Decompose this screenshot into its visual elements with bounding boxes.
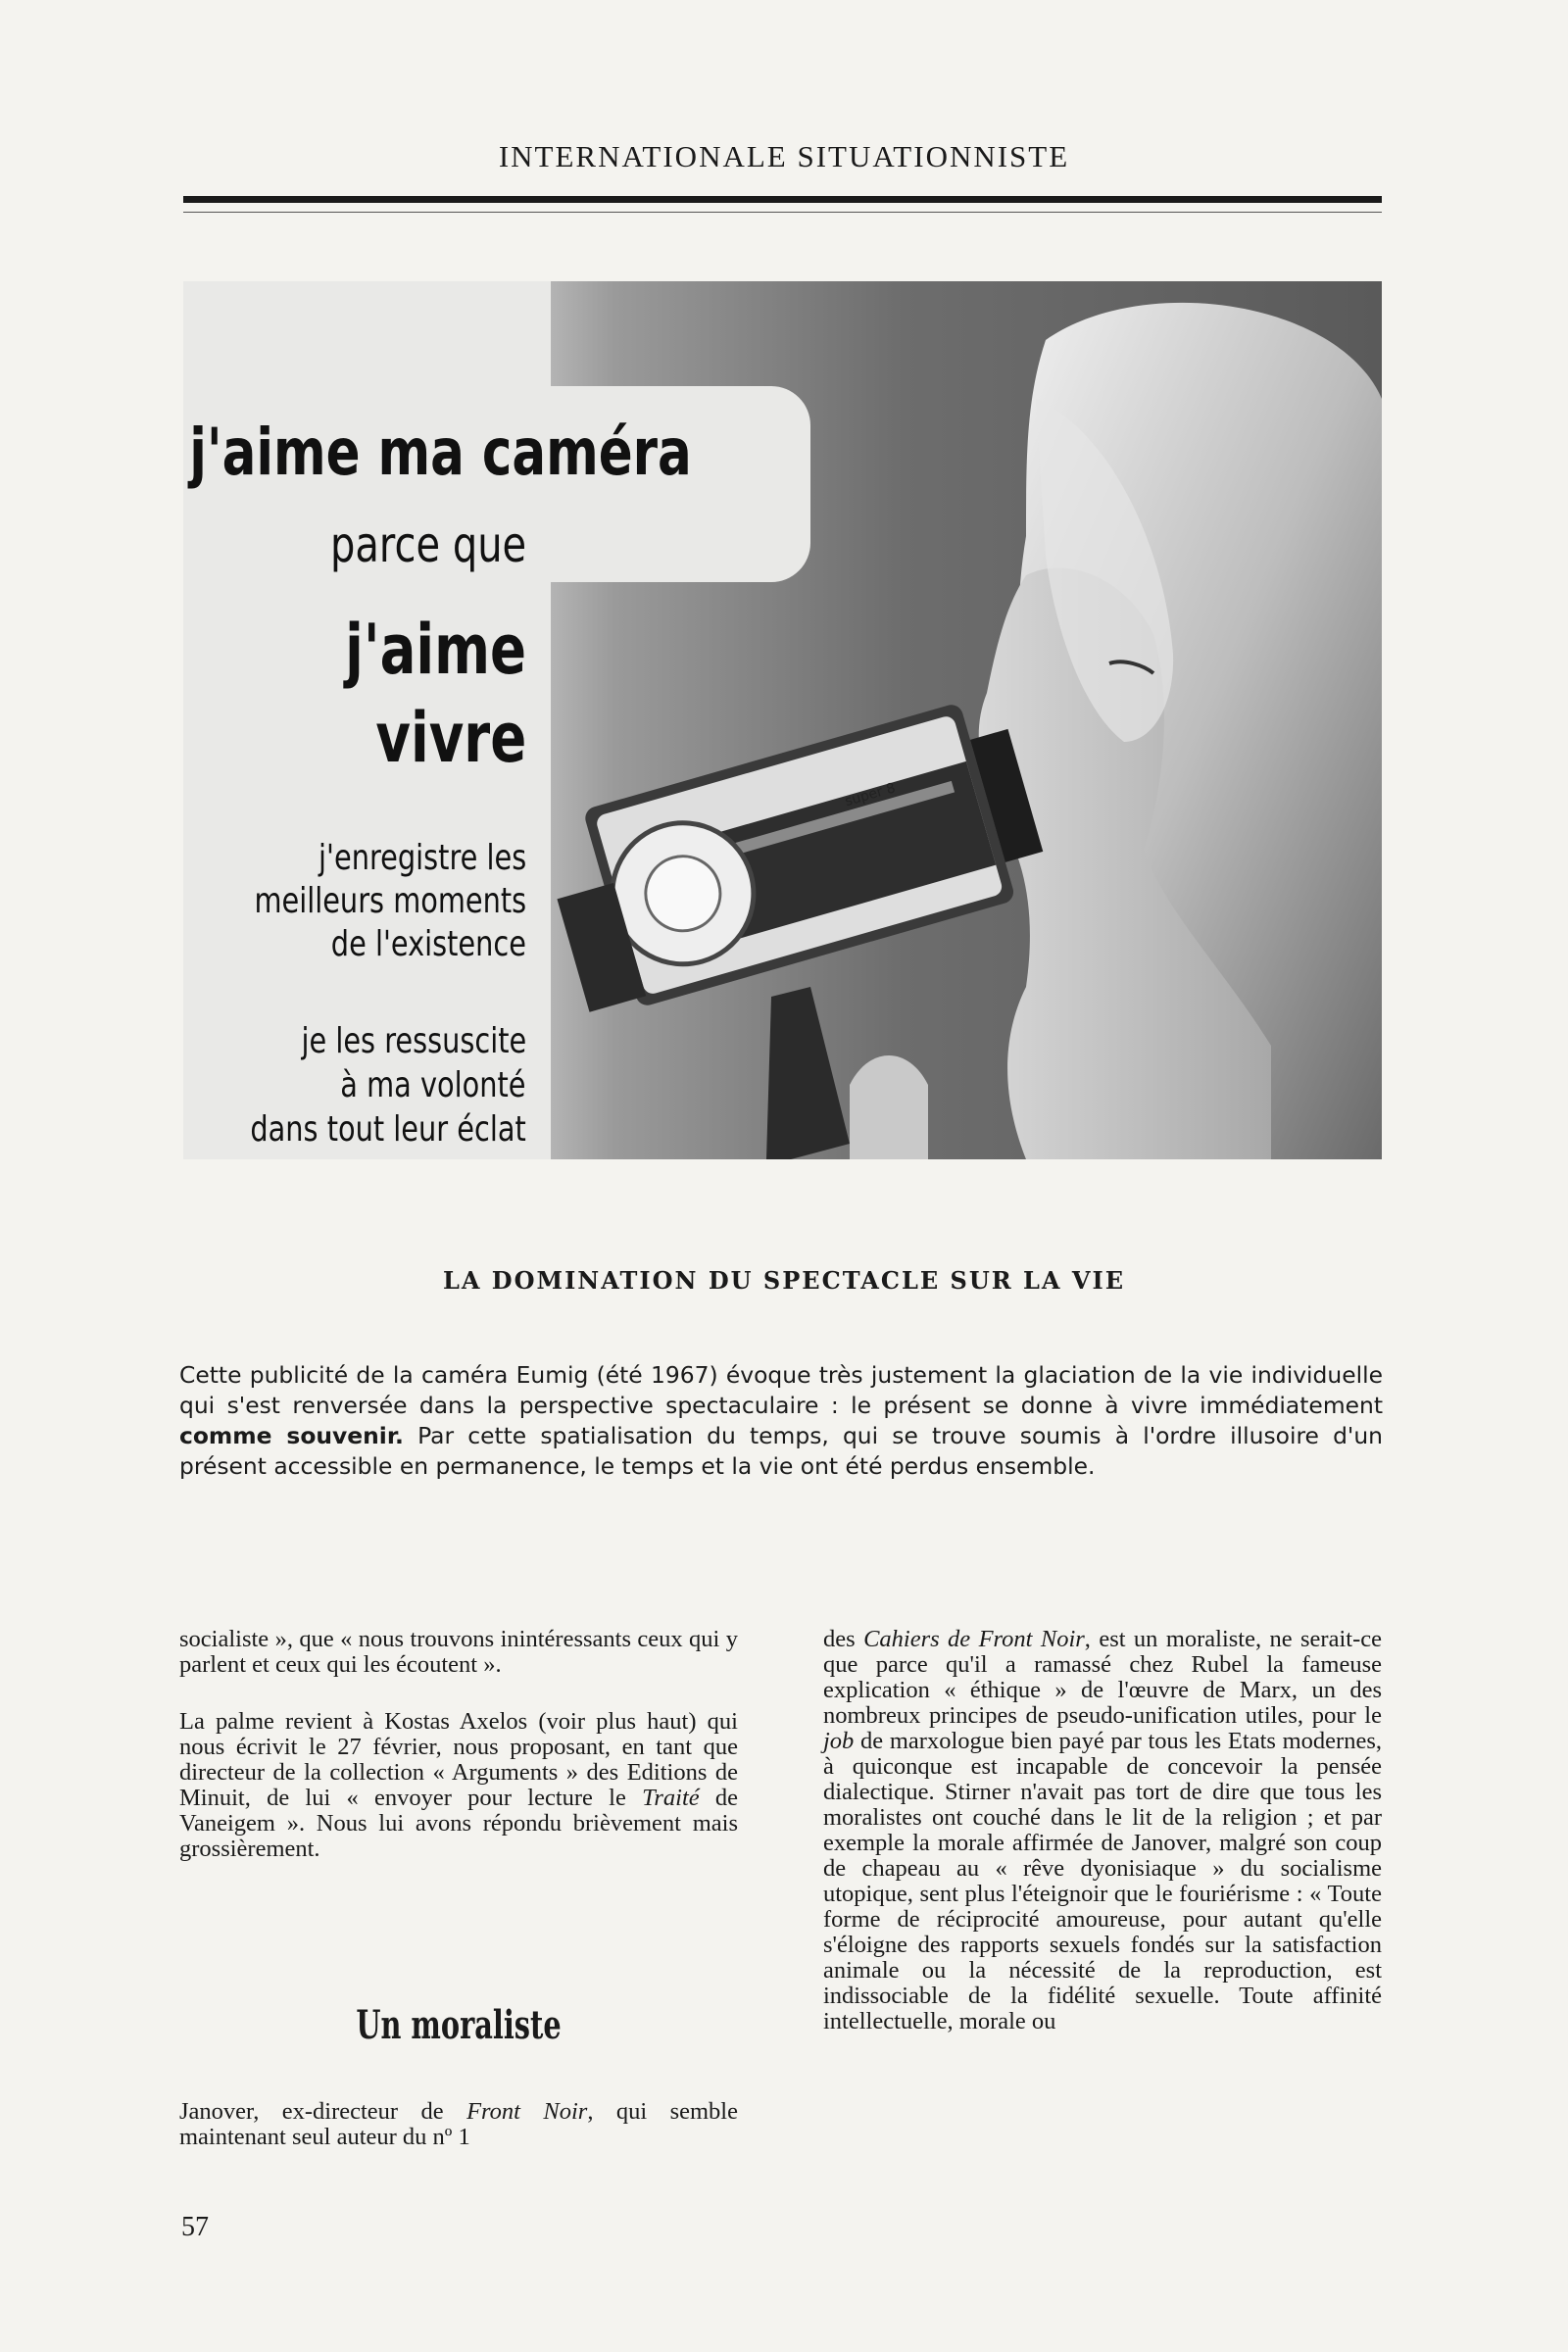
text: des	[823, 1626, 864, 1652]
left-column-continuation	[179, 2099, 738, 2150]
caption-text: Par cette spatialisation du temps, qui se trouve soumis à l'ordre illusoire d'un présent accessible en permanence, le temps et la vie ont été perdus ensemble.	[179, 1422, 1384, 1480]
paragraph	[179, 1709, 738, 1862]
right-column	[823, 1627, 1382, 2034]
camera-advertisement	[183, 281, 1382, 1159]
ad-line: j'enregistre les	[318, 838, 526, 878]
italic-text: Cahiers de Front Noir	[863, 1626, 1085, 1652]
text: Janover, ex-directeur de	[179, 2098, 467, 2125]
paragraph: socialiste », que « nous trouvons inintéressants ceux qui y parlent et ceux qui les écoutent ».	[179, 1626, 738, 1678]
ad-line: vivre	[375, 698, 526, 778]
page-number: 57	[181, 2212, 209, 2242]
text: , est un moraliste, ne serait-ce que parce qu'il a ramassé chez Rubel la fameuse explication « éthique » de l'œuvre de Marx, un des nombreux principes de pseudo-unification utiles, pour le	[823, 1626, 1382, 1729]
ad-line: parce que	[329, 516, 526, 573]
paragraph	[823, 1627, 1382, 2034]
camera-label: super 8	[843, 780, 898, 810]
caption-text: Cette publicité de la caméra Eumig (été 1967) évoque très justement la glaciation de la vie individuelle qui s'est renversée dans la perspective spectaculaire : le présent se donne à vivre immédiatement	[179, 1361, 1383, 1419]
text: , qui semble maintenant seul auteur du nº 1	[179, 2098, 738, 2150]
paragraph	[179, 2099, 738, 2150]
ad-line: j'aime	[345, 610, 526, 690]
header-rule-thick	[183, 196, 1382, 203]
ad-text-block	[183, 281, 526, 1159]
caption-emphasis: comme souvenir.	[179, 1422, 404, 1449]
left-column	[179, 1627, 738, 1862]
caption-title: LA DOMINATION DU SPECTACLE SUR LA VIE	[442, 1266, 1126, 1295]
italic-text: job	[823, 1728, 855, 1754]
ad-headline: j'aime ma caméra	[189, 415, 692, 490]
caption-body	[179, 1360, 1383, 1482]
italic-text: Front Noir	[466, 2098, 588, 2125]
running-head: INTERNATIONALE SITUATIONNISTE	[498, 139, 1070, 173]
section-heading: Un moraliste	[356, 2002, 562, 2048]
header-rule-thin	[183, 212, 1382, 213]
text: La palme revient à Kostas Axelos (voir plus haut) qui nous écrivit le 27 février, nous proposant, en tant que directeur de la collection « Arguments » des Editions de Minuit, de lui « envoyer pour lecture le	[179, 1708, 738, 1811]
ad-line: je les ressuscite	[301, 1021, 526, 1061]
italic-text: Traité	[642, 1785, 700, 1811]
ad-line: meilleurs moments	[254, 881, 526, 921]
ad-line: de l'existence	[330, 924, 526, 964]
text: de Vaneigem ». Nous lui avons répondu brièvement mais grossièrement.	[179, 1785, 738, 1862]
ad-line: à ma volonté	[340, 1065, 526, 1105]
text: de marxologue bien payé par tous les Etats modernes, à quiconque est incapable de concevoir la pensée dialectique. Stirner n'avait pas tort de dire que tous les moralistes ont couché dans le lit de la religion ; et par exemple la morale affirmée de Janover, malgré son coup de chapeau au « rêve dyonisiaque » du socialisme utopique, sent plus l'éteignoir que le fouriérisme : « Toute forme de réciprocité amoureuse, pour autant qu'elle s'éloigne des rapports sexuels fondés sur la satisfaction animale ou la nécessité de la reproduction, est indissociable de la fidélité sexuelle. Toute affinité intellectuelle, morale ou	[823, 1728, 1382, 2034]
ad-line: dans tout leur éclat	[250, 1109, 526, 1150]
